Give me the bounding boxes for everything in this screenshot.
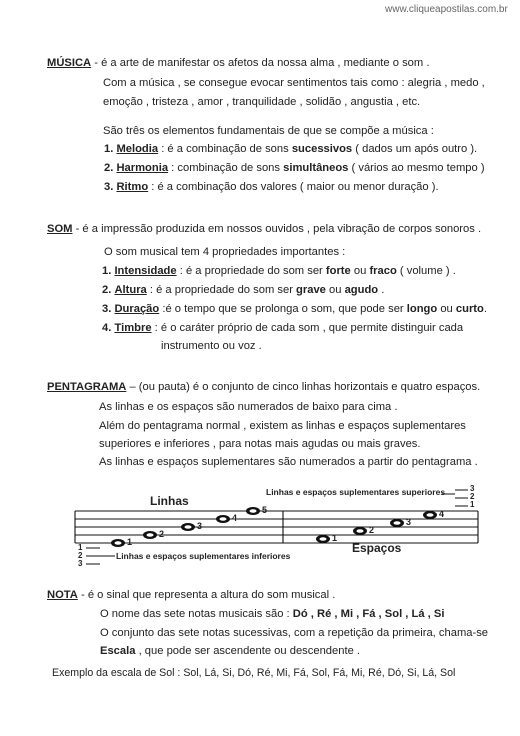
musica-intro: - é a arte de manifestar os afetos da nossa alma , mediante o som . — [94, 57, 430, 69]
nota-line4-text: , que pode ser ascendente ou descendente . — [135, 645, 361, 657]
item-text: : é o caráter próprio de cada som , que permite distinguir cada — [151, 322, 464, 334]
item-text: : é a combinação dos valores ( maior ou menor duração ). — [148, 181, 439, 193]
item-bold-1: longo — [406, 303, 438, 315]
item-term: Timbre — [114, 322, 152, 334]
space-number-1: 1 — [332, 533, 338, 543]
lower-ledger-lines — [86, 548, 115, 564]
pentagrama-intro: – (ou pauta) é o conjunto de cinco linhas horizontais e quatro espaços. — [126, 381, 481, 393]
diagram-left-title: Linhas — [150, 494, 189, 508]
item-bold-1: forte — [325, 265, 351, 277]
item-number: 2. — [104, 162, 114, 174]
nota-line2 — [100, 608, 444, 620]
item-text: : combinação de sons — [168, 162, 284, 174]
nota-intro: - é o sinal que representa a altura do som musical . — [80, 589, 336, 601]
upper-ledger-lines — [442, 490, 468, 506]
space-number-4: 4 — [439, 509, 445, 519]
nota-note-names: Dó , Ré , Mi , Fá , Sol , Lá , Si — [292, 608, 445, 620]
lower-number-1: 1 — [78, 543, 83, 552]
space-number-3: 3 — [406, 517, 412, 527]
lower-number-3: 3 — [78, 559, 83, 568]
item-mid: ou — [325, 284, 345, 296]
item-end: . — [483, 303, 487, 315]
item-bold-2: fraco — [369, 265, 397, 277]
upper-number-3: 3 — [470, 484, 475, 493]
item-term: Duração — [114, 303, 160, 315]
musica-line3: emoção , tristeza , amor , tranquilidade , solidão , angustia , etc. — [103, 96, 421, 108]
line-number-3: 3 — [197, 521, 203, 531]
item-mid: ou — [350, 265, 370, 277]
diagram-right-title: Espaços — [352, 541, 402, 555]
item-bold-2: agudo — [344, 284, 379, 296]
musica-elements-intro: São três os elementos fundamentais de que se compõe a música : — [103, 125, 434, 137]
item-term: Altura — [114, 284, 147, 296]
watermark: www.cliqueapostilas.com.br — [385, 4, 508, 15]
item-term: Harmonia — [116, 162, 169, 174]
upper-number-2: 2 — [470, 492, 475, 501]
nota-line3: O conjunto das sete notas sucessivas, com a repetição da primeira, chama-se — [100, 627, 489, 639]
item-term: Melodia — [116, 143, 159, 155]
line-number-2: 2 — [159, 529, 165, 539]
item-number: 4. — [102, 322, 112, 334]
upper-caption: Linhas e espaços suplementares superiores — [266, 487, 446, 497]
som-line2: O som musical tem 4 propriedades importantes : — [104, 246, 346, 258]
item-number: 1. — [102, 265, 112, 277]
musica-line2: Com a música , se consegue evocar sentimentos tais como : alegria , medo , — [103, 77, 485, 89]
line-number-4: 4 — [232, 513, 238, 523]
item-number: 3. — [104, 181, 114, 193]
item-number: 2. — [102, 284, 112, 296]
nota-intro-line — [47, 589, 335, 601]
item-number: 3. — [102, 303, 112, 315]
item-number: 1. — [104, 143, 114, 155]
lower-number-2: 2 — [78, 551, 83, 560]
item-text: : é a combinação de sons — [158, 143, 292, 155]
item-text-end: ( dados um após outro ). — [352, 143, 478, 155]
nota-example: Exemplo da escala de Sol : Sol, Lá, Si, Dó, Ré, Mi, Fá, Sol, Fá, Mi, Ré, Dó, Si, Lá, Sol — [52, 667, 456, 679]
staff-lines — [75, 511, 478, 543]
item-bold: simultâneos — [283, 162, 349, 174]
line-number-5: 5 — [262, 505, 268, 515]
nota-line4 — [100, 645, 360, 657]
som-intro: - é a impressão produzida em nossos ouvidos , pela vibração de corpos sonoros . — [75, 223, 482, 235]
item-bold-1: grave — [296, 284, 326, 296]
pentagrama-line-3: superiores e inferiores , para notas mais agudas ou mais graves. — [99, 438, 421, 450]
som-title: SOM — [47, 223, 73, 235]
item-term: Ritmo — [116, 181, 149, 193]
item-end: . — [378, 284, 385, 296]
line-number-1: 1 — [127, 537, 133, 547]
item-bold: sucessivos — [291, 143, 353, 155]
nota-line2-text: O nome das sete notas musicais são : — [100, 608, 293, 620]
item-term: Intensidade — [114, 265, 177, 277]
space-number-2: 2 — [369, 525, 375, 535]
item-text: : é a propriedade do som ser — [176, 265, 326, 277]
pentagrama-line-1: As linhas e os espaços são numerados de baixo para cima . — [99, 401, 398, 413]
nota-escala: Escala — [100, 645, 136, 657]
item-text: :é o tempo que se prolonga o som, que pode ser — [159, 303, 407, 315]
pentagrama-line-2: Além do pentagrama normal , existem as linhas e espaços suplementares — [99, 420, 466, 432]
item-end: ( volume ) . — [396, 265, 456, 277]
upper-number-1: 1 — [470, 500, 475, 509]
item-bold-2: curto — [455, 303, 484, 315]
item-text: : é a propriedade do som ser — [146, 284, 297, 296]
item-mid: ou — [437, 303, 456, 315]
nota-title: NOTA — [47, 589, 78, 601]
som-item-4-cont: instrumento ou voz . — [161, 340, 262, 352]
pentagrama-title: PENTAGRAMA — [47, 381, 127, 393]
item-text-end: ( vários ao mesmo tempo ) — [348, 162, 485, 174]
lower-caption: Linhas e espaços suplementares inferiores — [116, 551, 291, 561]
pentagrama-line-4: As linhas e espaços suplementares são numerados a partir do pentagrama . — [99, 456, 478, 468]
musica-title: MÚSICA — [47, 57, 92, 69]
